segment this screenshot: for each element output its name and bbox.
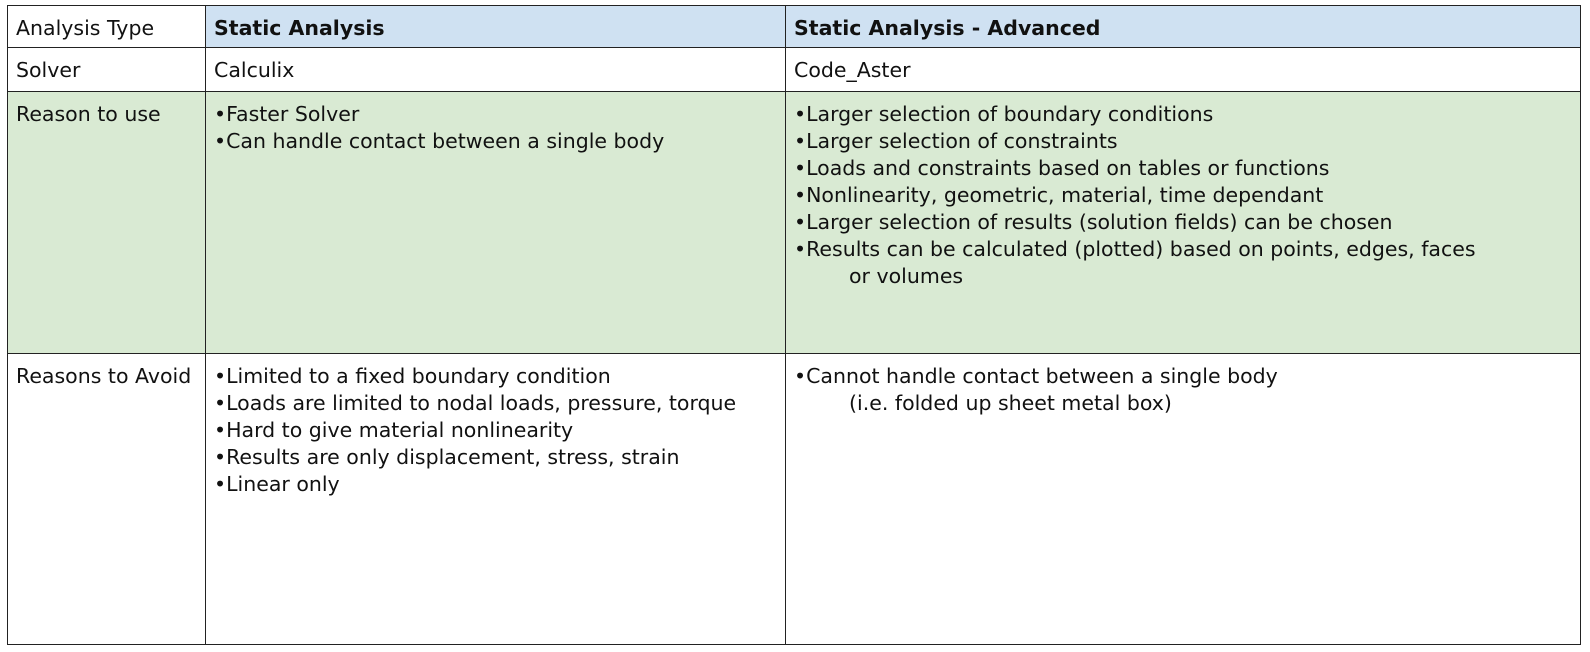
- reason-to-use-label: Reason to use: [16, 102, 161, 126]
- reason-to-use-advanced-cell: [786, 92, 1580, 354]
- solver-label-cell: [8, 48, 206, 92]
- solver-label: Solver: [16, 58, 81, 82]
- list-item: • Limited to a fixed boundary condition: [214, 363, 777, 390]
- header-static-analysis-cell: [206, 6, 786, 48]
- reasons-to-avoid-label: Reasons to Avoid: [16, 364, 192, 388]
- list-item: • Results can be calculated (plotted) based on points, edges, faces: [794, 236, 1572, 263]
- list-item: • Hard to give material nonlinearity: [214, 417, 777, 444]
- solver-code-aster: Code_Aster: [794, 58, 911, 82]
- reasons-to-avoid-label-cell: [8, 354, 206, 644]
- list-item: • Larger selection of constraints: [794, 128, 1572, 155]
- reason-to-use-static-cell: [206, 92, 786, 354]
- reason-to-use-label-cell: [8, 92, 206, 354]
- list-item-continuation: or volumes: [849, 264, 964, 288]
- list-item: • Larger selection of boundary conditions: [794, 101, 1572, 128]
- header-label-cell: [8, 6, 206, 48]
- static-analysis-advanced-heading: Static Analysis - Advanced: [794, 16, 1101, 40]
- solver-calculix-cell: [206, 48, 786, 92]
- list-item: • Larger selection of results (solution fields) can be chosen: [794, 209, 1572, 236]
- list-item: • Faster Solver: [214, 101, 777, 128]
- list-item: • Loads and constraints based on tables or functions: [794, 155, 1572, 182]
- list-item: • Linear only: [214, 471, 777, 498]
- static-analysis-heading: Static Analysis: [214, 16, 385, 40]
- reason-to-use-advanced-list: [794, 101, 1572, 263]
- reasons-to-avoid-static-cell: [206, 354, 786, 644]
- reasons-to-avoid-advanced-list: [794, 363, 1572, 390]
- reasons-to-avoid-static-list: [214, 363, 777, 498]
- list-item-continuation: (i.e. folded up sheet metal box): [849, 391, 1172, 415]
- list-item: • Results are only displacement, stress, strain: [214, 444, 777, 471]
- list-item: • Can handle contact between a single body: [214, 128, 777, 155]
- list-item: • Cannot handle contact between a single body: [794, 363, 1572, 390]
- reasons-to-avoid-advanced-cell: [786, 354, 1580, 644]
- reason-to-use-static-list: [214, 101, 777, 155]
- analysis-type-label: Analysis Type: [16, 16, 155, 40]
- list-item: • Loads are limited to nodal loads, pressure, torque: [214, 390, 777, 417]
- header-static-advanced-cell: [786, 6, 1580, 48]
- list-item: • Nonlinearity, geometric, material, time dependant: [794, 182, 1572, 209]
- comparison-table: [7, 5, 1581, 645]
- solver-calculix: Calculix: [214, 58, 295, 82]
- solver-code-aster-cell: [786, 48, 1580, 92]
